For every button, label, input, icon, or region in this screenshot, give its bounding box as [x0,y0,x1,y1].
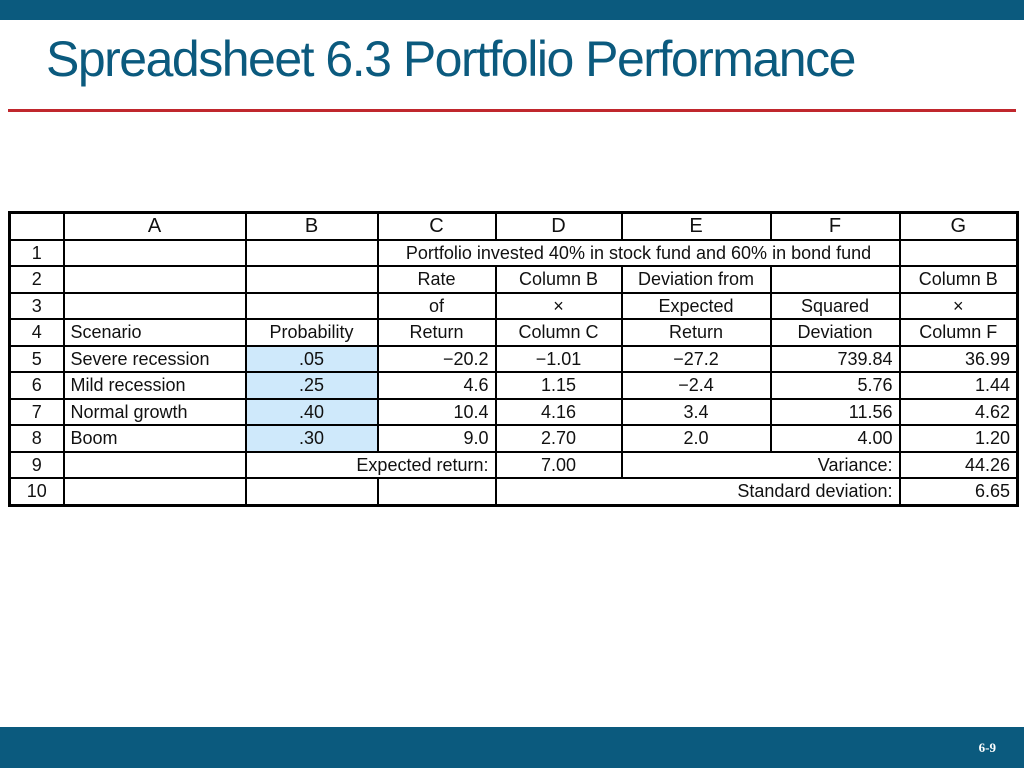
cell-scenario[interactable]: Severe recession [64,346,246,373]
expected-return-value[interactable]: 7.00 [496,452,622,479]
cell-d2[interactable]: Column B [496,266,622,293]
cell-f3[interactable]: Squared [771,293,900,320]
variance-value[interactable]: 44.26 [900,452,1018,479]
cell-a3[interactable] [64,293,246,320]
cell-deviation[interactable]: −2.4 [622,372,771,399]
cell-g1[interactable] [900,240,1018,267]
cell-f2[interactable] [771,266,900,293]
cell-scenario[interactable]: Normal growth [64,399,246,426]
cell-b-times-f[interactable]: 4.62 [900,399,1018,426]
cell-rate-of-return[interactable]: 10.4 [378,399,496,426]
column-header-f[interactable]: F [771,213,900,240]
std-dev-label[interactable]: Standard deviation: [496,478,900,505]
bottom-banner [0,727,1024,768]
title-divider [8,109,1016,112]
cell-d4[interactable]: Column C [496,319,622,346]
cell-a2[interactable] [64,266,246,293]
cell-deviation[interactable]: 2.0 [622,425,771,452]
cell-probability[interactable]: .25 [246,372,378,399]
cell-f4[interactable]: Deviation [771,319,900,346]
cell-b4[interactable]: Probability [246,319,378,346]
cell-a10[interactable] [64,478,246,505]
cell-e2[interactable]: Deviation from [622,266,771,293]
cell-a9[interactable] [64,452,246,479]
row-number[interactable]: 4 [10,319,64,346]
cell-probability[interactable]: .05 [246,346,378,373]
top-banner [0,0,1024,20]
cell-e4[interactable]: Return [622,319,771,346]
cell-b-times-c[interactable]: 1.15 [496,372,622,399]
cell-b-times-f[interactable]: 1.44 [900,372,1018,399]
spreadsheet [8,211,1019,507]
cell-b3[interactable] [246,293,378,320]
variance-label[interactable]: Variance: [622,452,900,479]
column-header-c[interactable]: C [378,213,496,240]
column-header-a[interactable]: A [64,213,246,240]
table-row [10,266,1018,293]
cell-c4[interactable]: Return [378,319,496,346]
cell-rate-of-return[interactable]: 4.6 [378,372,496,399]
cell-c1-sheet-title[interactable]: Portfolio invested 40% in stock fund and 60% in bond fund [378,240,900,267]
cell-rate-of-return[interactable]: 9.0 [378,425,496,452]
table-row [10,372,1018,399]
column-header-g[interactable]: G [900,213,1018,240]
cell-scenario[interactable]: Mild recession [64,372,246,399]
row-number[interactable]: 6 [10,372,64,399]
column-header-e[interactable]: E [622,213,771,240]
cell-deviation[interactable]: 3.4 [622,399,771,426]
table-row [10,319,1018,346]
column-header-b[interactable]: B [246,213,378,240]
cell-b10[interactable] [246,478,378,505]
slide-title: Spreadsheet 6.3 Portfolio Performance [46,31,855,87]
corner-cell[interactable] [10,213,64,240]
cell-c3[interactable]: of [378,293,496,320]
cell-b-times-c[interactable]: −1.01 [496,346,622,373]
cell-b2[interactable] [246,266,378,293]
table-row [10,346,1018,373]
table-row [10,293,1018,320]
table-row [10,478,1018,505]
row-number[interactable]: 5 [10,346,64,373]
expected-return-label[interactable]: Expected return: [246,452,496,479]
cell-b-times-f[interactable]: 1.20 [900,425,1018,452]
cell-c2[interactable]: Rate [378,266,496,293]
row-number[interactable]: 1 [10,240,64,267]
cell-b-times-c[interactable]: 4.16 [496,399,622,426]
cell-probability[interactable]: .30 [246,425,378,452]
cell-b-times-f[interactable]: 36.99 [900,346,1018,373]
page-number: 6-9 [978,740,996,755]
table-row [10,425,1018,452]
cell-squared-deviation[interactable]: 739.84 [771,346,900,373]
cell-rate-of-return[interactable]: −20.2 [378,346,496,373]
cell-g2[interactable]: Column B [900,266,1018,293]
table-row [10,399,1018,426]
row-number[interactable]: 10 [10,478,64,505]
column-header-row [10,213,1018,240]
cell-scenario[interactable]: Boom [64,425,246,452]
column-header-d[interactable]: D [496,213,622,240]
cell-b1[interactable] [246,240,378,267]
table-row [10,452,1018,479]
cell-g4[interactable]: Column F [900,319,1018,346]
cell-d3[interactable]: × [496,293,622,320]
cell-probability[interactable]: .40 [246,399,378,426]
cell-squared-deviation[interactable]: 5.76 [771,372,900,399]
cell-e3[interactable]: Expected [622,293,771,320]
cell-deviation[interactable]: −27.2 [622,346,771,373]
cell-c10[interactable] [378,478,496,505]
cell-squared-deviation[interactable]: 11.56 [771,399,900,426]
row-number[interactable]: 8 [10,425,64,452]
row-number[interactable]: 3 [10,293,64,320]
row-number[interactable]: 2 [10,266,64,293]
cell-b-times-c[interactable]: 2.70 [496,425,622,452]
std-dev-value[interactable]: 6.65 [900,478,1018,505]
row-number[interactable]: 7 [10,399,64,426]
table-row [10,240,1018,267]
cell-squared-deviation[interactable]: 4.00 [771,425,900,452]
cell-a4[interactable]: Scenario [64,319,246,346]
cell-g3[interactable]: × [900,293,1018,320]
cell-a1[interactable] [64,240,246,267]
row-number[interactable]: 9 [10,452,64,479]
